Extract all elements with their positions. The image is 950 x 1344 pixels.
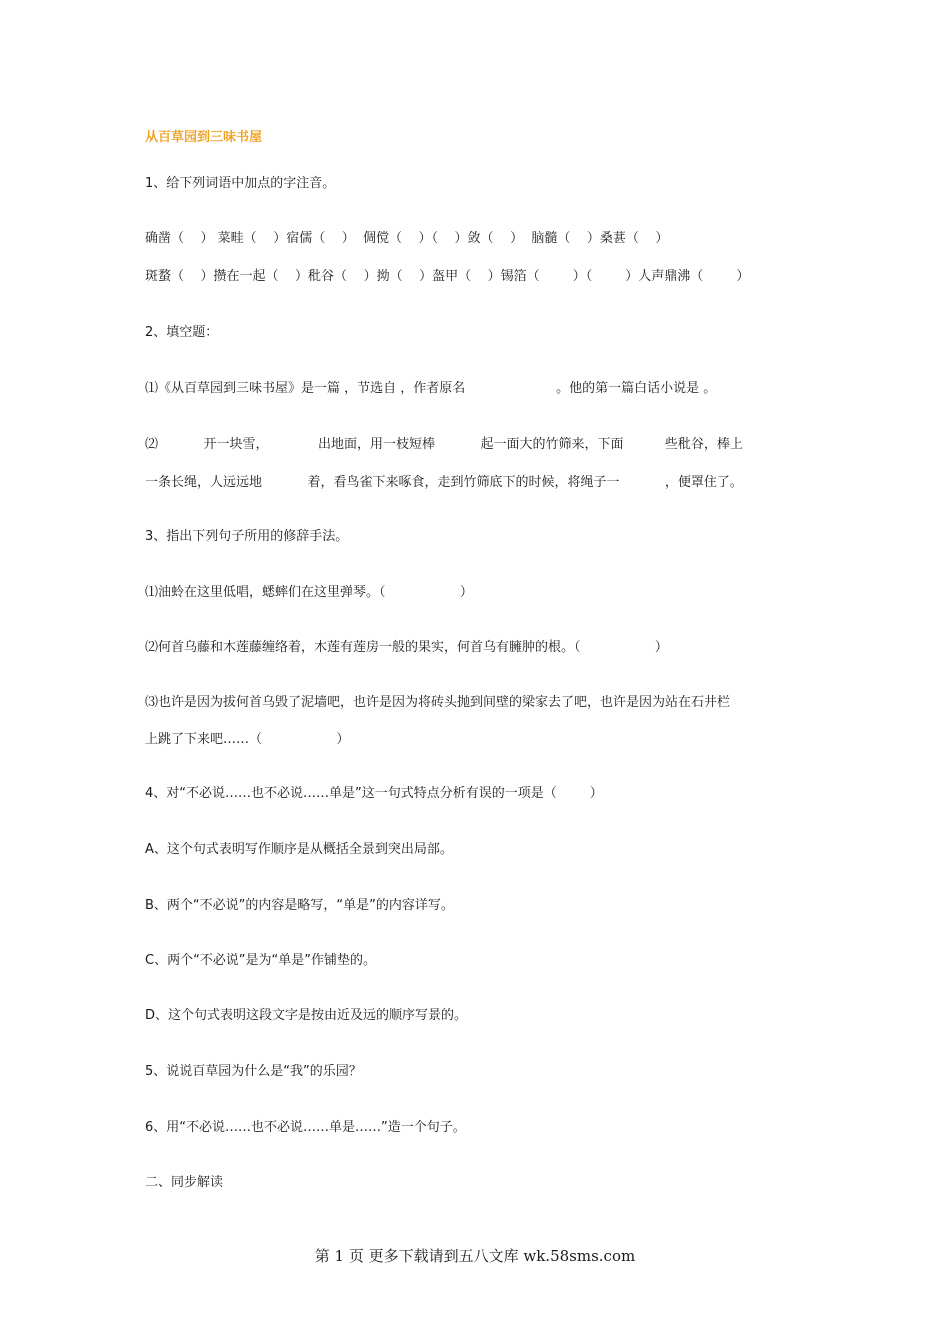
question-4-heading: 4、对“不必说……也不必说……单是”这一句式特点分析有误的一项是（ ）	[145, 786, 603, 801]
question-4-option-d: D、这个句式表明这段文字是按由近及远的顺序写景的。	[145, 1008, 468, 1023]
question-3-item-2: ⑵何首乌藤和木莲藤缠络着，木莲有莲房一般的果实，何首乌有臃肿的根。（ ）	[145, 640, 668, 655]
question-1-line-1: 确凿（ ） 菜畦（ ）宿儒（ ） 倜傥（ ）（ ）敛（ ） 脑髓（ ）桑葚（ ）	[145, 231, 669, 246]
document-title: 从百草园到三味书屋	[145, 130, 263, 145]
question-2-item-2-line-1: ⑵ 开一块雪， 出地面，用一枝短棒 起一面大的竹筛来，下面 些秕谷，棒上	[145, 437, 743, 452]
question-1-line-2: 斑蝥（ ）攒在一起（ ）秕谷（ ）拗（ ）盔甲（ ）锡箔（ ）（ ）人声鼎沸（ ）	[145, 269, 750, 284]
question-3-item-3-line-2: 上跳了下来吧……（ ）	[145, 732, 350, 747]
question-1-heading: 1、给下列词语中加点的字注音。	[145, 176, 336, 191]
question-3-item-1: ⑴油蛉在这里低唱，蟋蟀们在这里弹琴。（ ）	[145, 585, 473, 600]
question-5: 5、说说百草园为什么是“我”的乐园？	[145, 1064, 362, 1079]
question-2-heading: 2、填空题：	[145, 325, 219, 340]
question-2-item-1: ⑴《从百草园到三味书屋》是一篇 ，节选自 ，作者原名 。他的第一篇白话小说是 。	[145, 381, 717, 396]
question-3-heading: 3、指出下列句子所用的修辞手法。	[145, 529, 349, 544]
question-4-option-a: A、这个句式表明写作顺序是从概括全景到突出局部。	[145, 842, 453, 857]
question-4-option-c: C、两个“不必说”是为“单是”作铺垫的。	[145, 953, 377, 968]
section-2-heading: 二、同步解读	[145, 1175, 224, 1190]
question-2-item-2-line-2: 一条长绳，人远远地 着，看鸟雀下来啄食，走到竹筛底下的时候，将绳子一 ，便罩住了。	[145, 475, 743, 490]
question-6: 6、用“不必说……也不必说……单是……”造一个句子。	[145, 1120, 466, 1135]
question-4-option-b: B、两个“不必说”的内容是略写，“单是”的内容详写。	[145, 898, 454, 913]
page-footer: 第 1 页 更多下载请到五八文库 wk.58sms.com	[314, 1247, 636, 1265]
question-3-item-3-line-1: ⑶也许是因为拔何首乌毁了泥墙吧，也许是因为将砖头抛到间壁的梁家去了吧，也许是因为站在石井栏	[145, 695, 731, 710]
